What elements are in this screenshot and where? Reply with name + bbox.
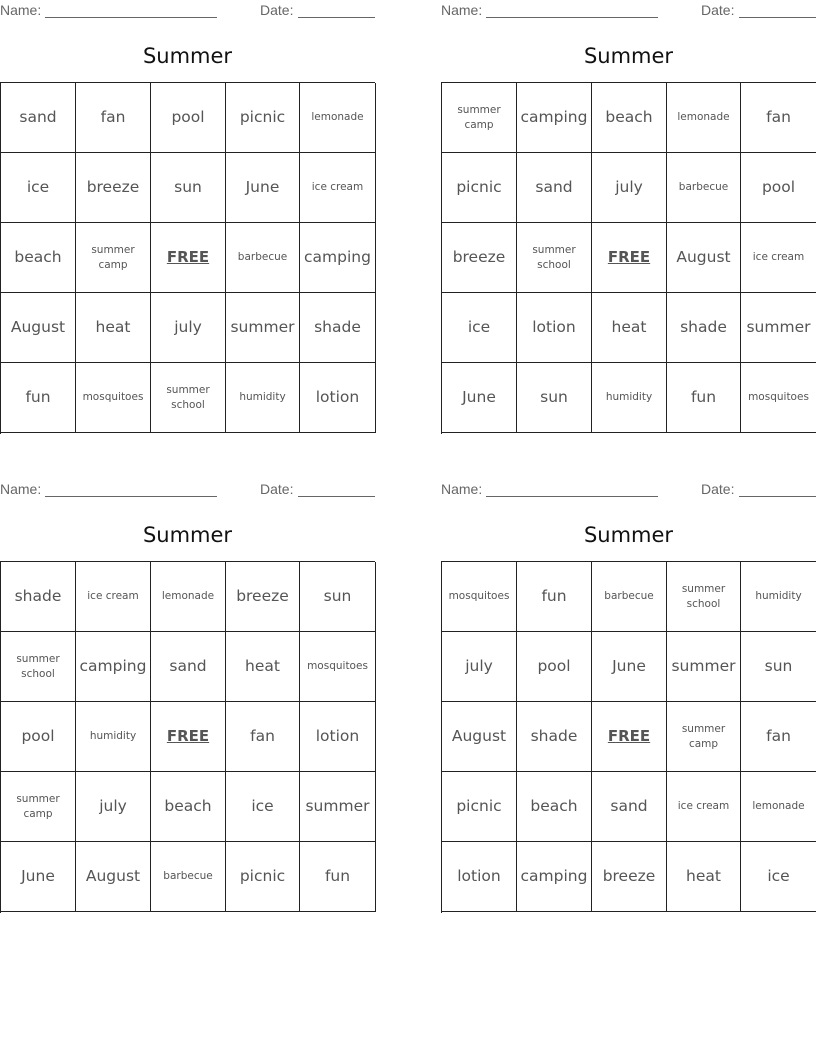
date-label: Date:: [260, 2, 294, 18]
bingo-cell: ice cream: [741, 223, 816, 293]
bingo-cell: summer camp: [1, 772, 76, 842]
free-space-cell: FREE: [151, 702, 226, 772]
bingo-cell: pool: [1, 702, 76, 772]
name-label: Name:: [441, 2, 483, 18]
bingo-cell: summer: [741, 293, 816, 363]
date-label: Date:: [260, 481, 294, 497]
bingo-cell: summer camp: [667, 702, 741, 772]
bingo-cell: camping: [300, 223, 376, 293]
bingo-cell: summer: [300, 772, 376, 842]
bingo-cell: mosquitoes: [741, 363, 816, 433]
bingo-card-1: [0, 0, 375, 435]
name-label: Name:: [0, 481, 42, 497]
bingo-cell: ice cream: [300, 153, 376, 223]
bingo-cell: barbecue: [592, 562, 667, 632]
free-space-cell: FREE: [592, 702, 667, 772]
bingo-cell: August: [76, 842, 151, 912]
bingo-cell: humidity: [741, 562, 816, 632]
bingo-cell: fun: [300, 842, 376, 912]
bingo-cell: july: [151, 293, 226, 363]
bingo-cell: breeze: [76, 153, 151, 223]
bingo-card-4: [441, 479, 816, 914]
bingo-cell: picnic: [226, 842, 300, 912]
card-title: Summer: [142, 44, 233, 68]
bingo-cell: breeze: [442, 223, 517, 293]
card-title: Summer: [583, 44, 674, 68]
bingo-cell: shade: [300, 293, 376, 363]
bingo-cell: humidity: [226, 363, 300, 433]
date-blank-line: [739, 496, 816, 497]
bingo-cell: sun: [300, 562, 376, 632]
bingo-cell: summer school: [151, 363, 226, 433]
name-blank-line: [45, 17, 217, 18]
bingo-cell: sand: [592, 772, 667, 842]
free-space-cell: FREE: [151, 223, 226, 293]
bingo-cell: summer camp: [442, 83, 517, 153]
bingo-cell: fun: [1, 363, 76, 433]
bingo-cell: lemonade: [300, 83, 376, 153]
bingo-cell: pool: [517, 632, 592, 702]
card-title: Summer: [142, 523, 233, 547]
bingo-cell: humidity: [592, 363, 667, 433]
bingo-cell: ice: [226, 772, 300, 842]
bingo-cell: lotion: [517, 293, 592, 363]
bingo-cell: heat: [76, 293, 151, 363]
free-space-cell: FREE: [592, 223, 667, 293]
bingo-cell: picnic: [442, 153, 517, 223]
bingo-cell: sun: [517, 363, 592, 433]
bingo-cell: fan: [741, 702, 816, 772]
name-blank-line: [486, 17, 658, 18]
bingo-cell: lotion: [300, 702, 376, 772]
bingo-cell: shade: [667, 293, 741, 363]
bingo-grid: [441, 561, 816, 913]
name-date-header: [441, 2, 816, 20]
bingo-cell: June: [226, 153, 300, 223]
bingo-cell: ice cream: [667, 772, 741, 842]
bingo-cell: lemonade: [151, 562, 226, 632]
card-title: Summer: [583, 523, 674, 547]
bingo-cell: fan: [226, 702, 300, 772]
bingo-cell: summer: [226, 293, 300, 363]
bingo-cell: summer school: [667, 562, 741, 632]
bingo-cell: barbecue: [226, 223, 300, 293]
bingo-cell: picnic: [226, 83, 300, 153]
bingo-cell: mosquitoes: [300, 632, 376, 702]
bingo-cell: June: [592, 632, 667, 702]
date-label: Date:: [701, 2, 735, 18]
bingo-cell: summer school: [1, 632, 76, 702]
bingo-grid: [441, 82, 816, 434]
name-date-header: [0, 2, 375, 20]
name-date-header: [441, 481, 816, 499]
bingo-cell: pool: [151, 83, 226, 153]
bingo-cell: july: [442, 632, 517, 702]
bingo-cell: summer: [667, 632, 741, 702]
bingo-cell: shade: [1, 562, 76, 632]
bingo-cell: mosquitoes: [76, 363, 151, 433]
bingo-cell: fun: [517, 562, 592, 632]
bingo-cell: breeze: [592, 842, 667, 912]
bingo-cell: sun: [151, 153, 226, 223]
bingo-cell: camping: [517, 83, 592, 153]
bingo-cell: beach: [592, 83, 667, 153]
bingo-cell: camping: [76, 632, 151, 702]
bingo-cell: breeze: [226, 562, 300, 632]
bingo-cell: fan: [741, 83, 816, 153]
bingo-cell: heat: [226, 632, 300, 702]
bingo-cell: sand: [1, 83, 76, 153]
name-label: Name:: [0, 2, 42, 18]
bingo-card-3: [0, 479, 375, 914]
bingo-cell: shade: [517, 702, 592, 772]
bingo-cell: August: [1, 293, 76, 363]
name-label: Name:: [441, 481, 483, 497]
bingo-cell: humidity: [76, 702, 151, 772]
name-blank-line: [486, 496, 658, 497]
bingo-cell: pool: [741, 153, 816, 223]
bingo-grid: [0, 82, 375, 434]
bingo-cell: july: [76, 772, 151, 842]
bingo-cell: June: [442, 363, 517, 433]
bingo-cell: heat: [592, 293, 667, 363]
bingo-cell: lotion: [300, 363, 376, 433]
bingo-cell: july: [592, 153, 667, 223]
bingo-cell: sun: [741, 632, 816, 702]
bingo-cell: ice: [1, 153, 76, 223]
date-blank-line: [298, 496, 375, 497]
bingo-cell: lemonade: [667, 83, 741, 153]
bingo-cell: camping: [517, 842, 592, 912]
date-label: Date:: [701, 481, 735, 497]
bingo-cell: summer school: [517, 223, 592, 293]
bingo-cell: August: [667, 223, 741, 293]
name-date-header: [0, 481, 375, 499]
bingo-grid: [0, 561, 375, 913]
bingo-cell: fun: [667, 363, 741, 433]
date-blank-line: [739, 17, 816, 18]
bingo-cell: beach: [517, 772, 592, 842]
bingo-cell: barbecue: [151, 842, 226, 912]
bingo-cell: August: [442, 702, 517, 772]
bingo-cell: lotion: [442, 842, 517, 912]
bingo-cell: sand: [151, 632, 226, 702]
date-blank-line: [298, 17, 375, 18]
bingo-cell: beach: [151, 772, 226, 842]
name-blank-line: [45, 496, 217, 497]
bingo-cell: barbecue: [667, 153, 741, 223]
bingo-cell: heat: [667, 842, 741, 912]
bingo-cell: picnic: [442, 772, 517, 842]
bingo-cell: sand: [517, 153, 592, 223]
bingo-cell: ice: [741, 842, 816, 912]
bingo-cell: mosquitoes: [442, 562, 517, 632]
bingo-card-2: [441, 0, 816, 435]
bingo-cell: June: [1, 842, 76, 912]
bingo-cell: ice: [442, 293, 517, 363]
bingo-cell: lemonade: [741, 772, 816, 842]
bingo-cell: summer camp: [76, 223, 151, 293]
bingo-cell: beach: [1, 223, 76, 293]
bingo-cell: fan: [76, 83, 151, 153]
bingo-cell: ice cream: [76, 562, 151, 632]
